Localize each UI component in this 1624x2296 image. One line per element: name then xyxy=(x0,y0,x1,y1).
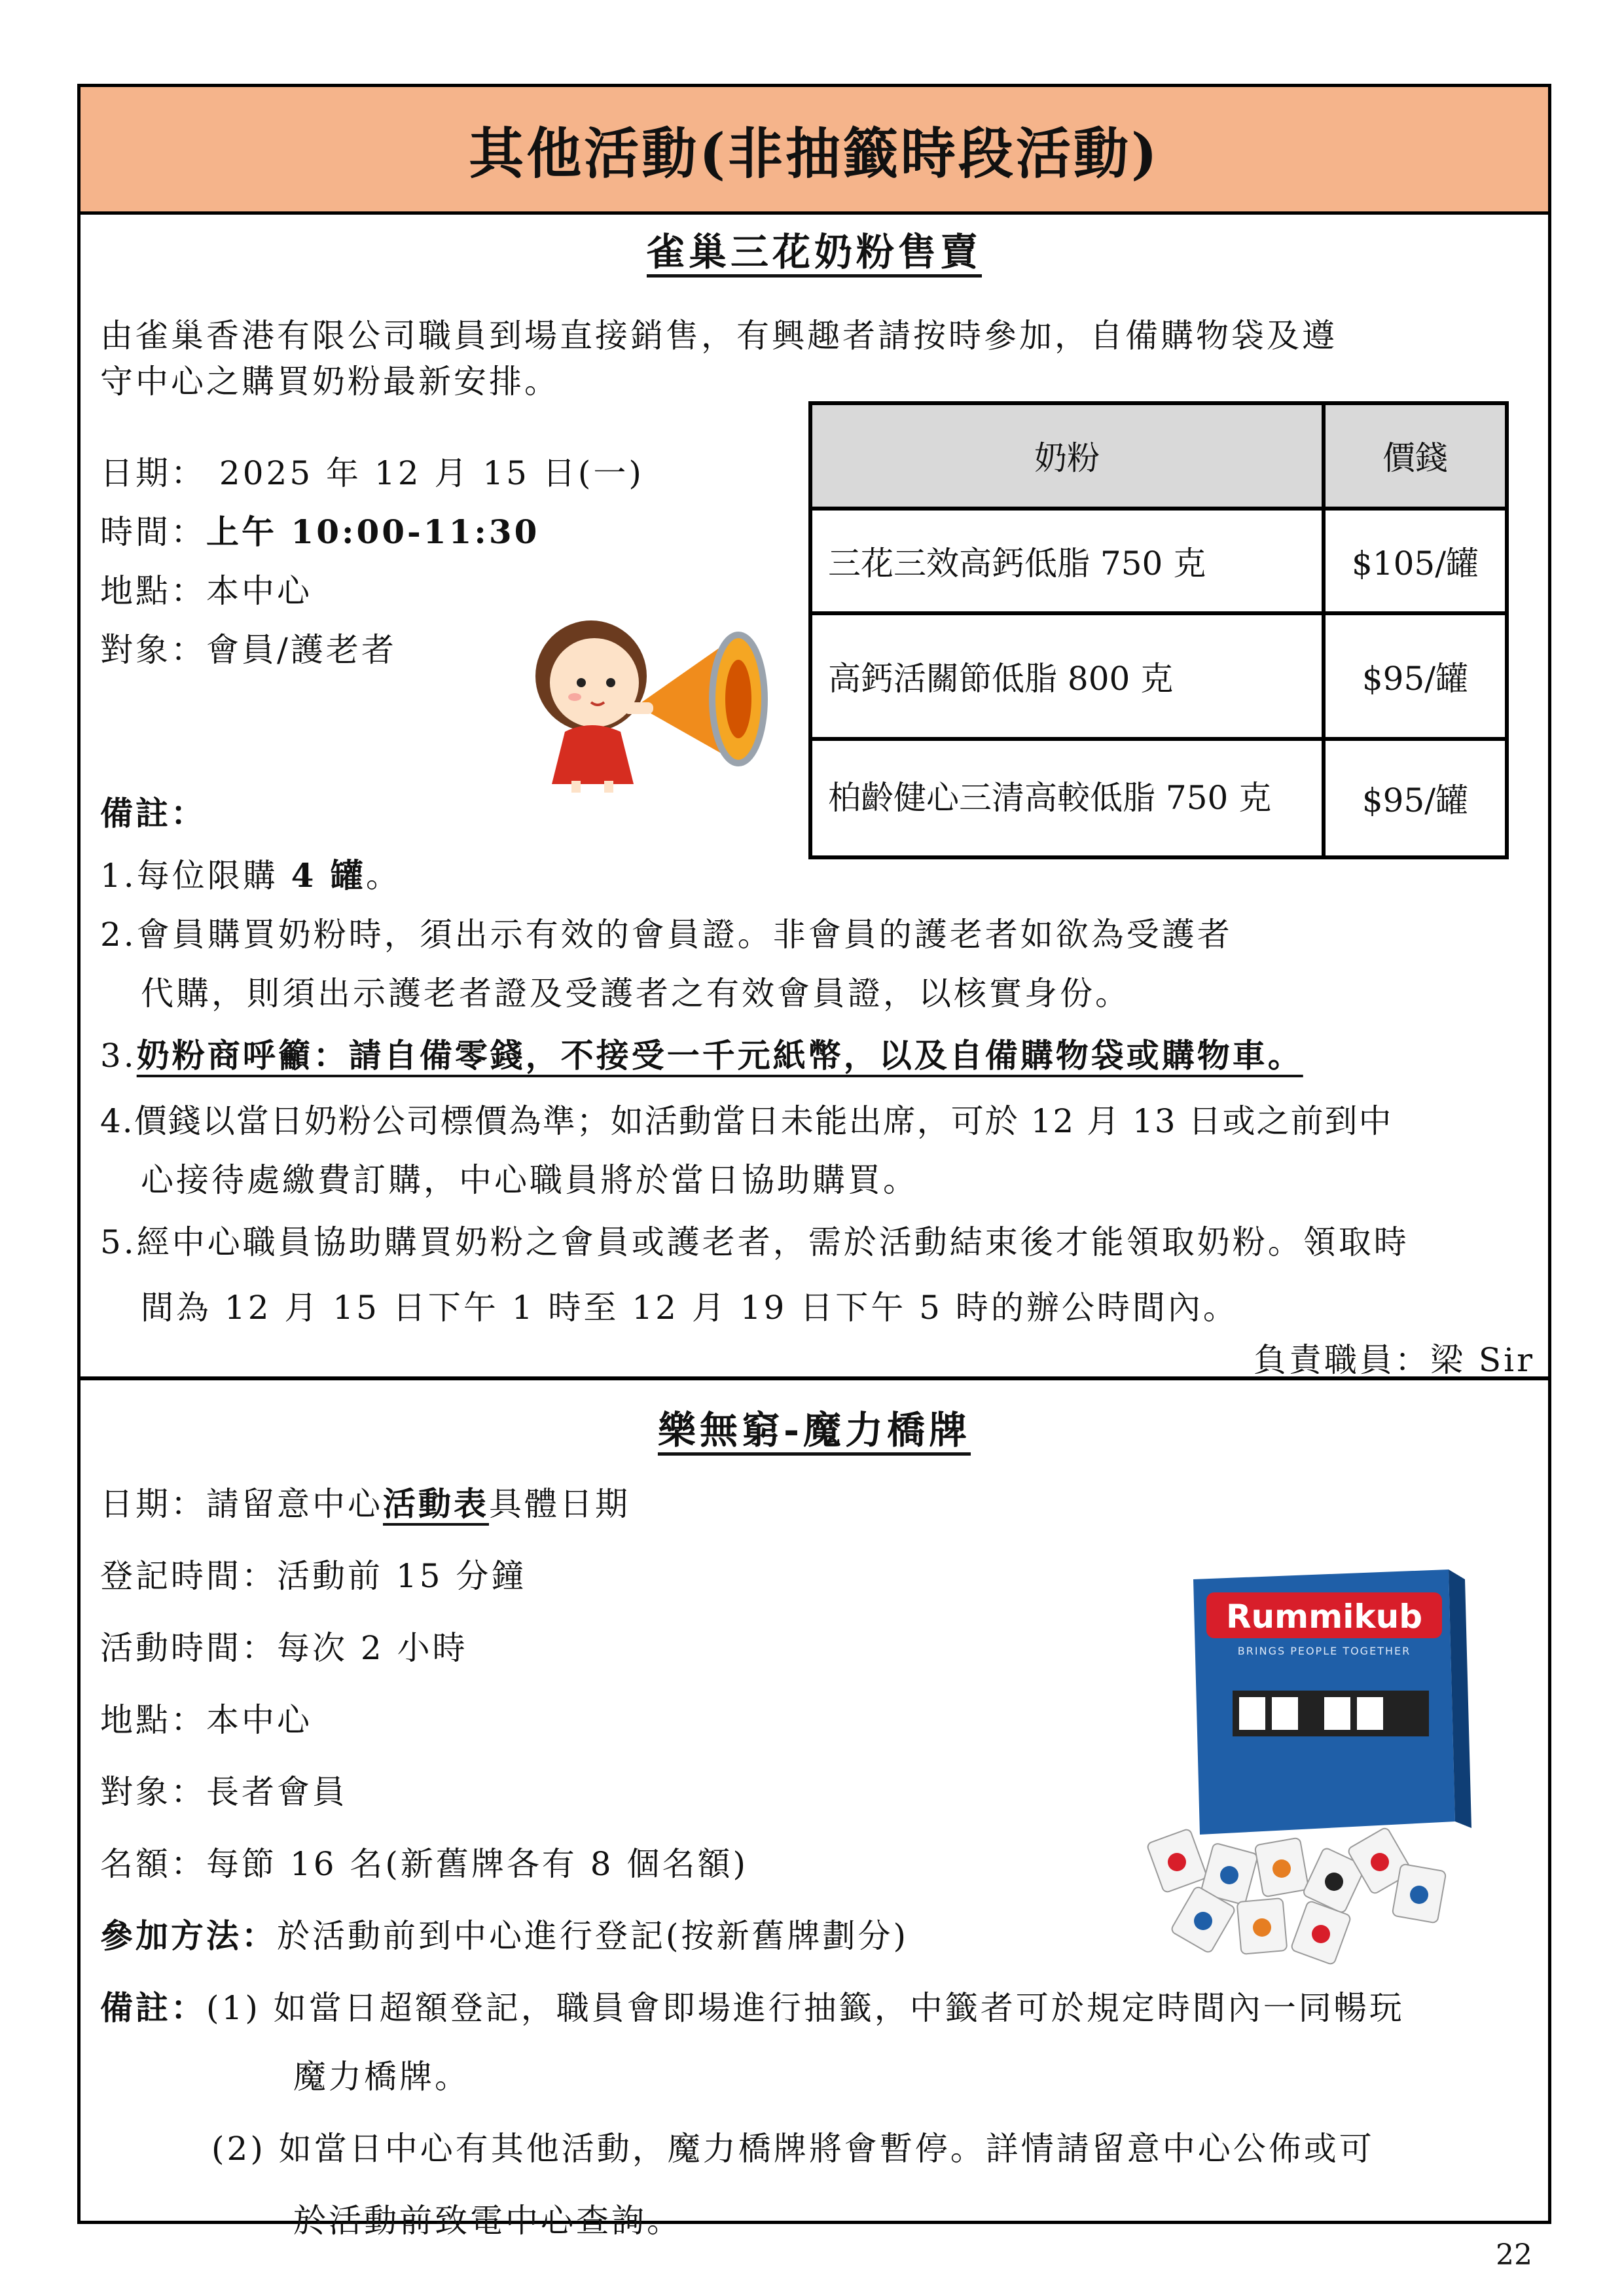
remark-5-line-2: 間為 12 月 15 日下午 1 時至 12 月 19 日下午 5 時的辦公時間內。 xyxy=(141,1289,1238,1327)
rummikub-illustration xyxy=(1108,1560,1514,1965)
milk-price-table xyxy=(808,401,1509,859)
intro-line-2: 守中心之購買奶粉最新安排。 xyxy=(100,363,560,401)
section2-title: 樂無窮-魔力橋牌 xyxy=(657,1408,971,1452)
remark-2-line-2: 代購，則須出示護老者證及受護者之有效會員證，以核實身份。 xyxy=(141,975,1130,1013)
section-divider xyxy=(81,1376,1548,1380)
product-cell: 高鈣活關節低脂 800 克 xyxy=(812,615,1322,737)
remark-1: 1.每位限購 4 罐。 xyxy=(100,856,401,895)
rummikub-activity-time: 活動時間：每次 2 小時 xyxy=(100,1629,468,1667)
price-cell: $95/罐 xyxy=(1326,741,1505,855)
rummikub-date: 日期：請留意中心活動表具體日期 xyxy=(100,1484,630,1523)
price-cell: $105/罐 xyxy=(1326,511,1505,612)
milk-remarks-label: 備註： xyxy=(100,794,206,833)
rummikub-remark-1-line-2: 魔力橋牌。 xyxy=(293,2058,470,2096)
milk-target: 對象：會員/護老者 xyxy=(100,631,397,669)
rummikub-target: 對象：長者會員 xyxy=(100,1773,348,1811)
intro-line-1: 由雀巢香港有限公司職員到場直接銷售，有興趣者請按時參加，自備購物袋及遵 xyxy=(100,317,1337,355)
staff-in-charge: 負責職員：梁 Sir xyxy=(1253,1341,1535,1379)
rummikub-join-method: 參加方法：於活動前到中心進行登記(按新舊牌劃分) xyxy=(100,1916,909,1955)
remark-3: 3.奶粉商呼籲：請自備零錢，不接受一千元紙幣，以及自備購物袋或購物車。 xyxy=(100,1036,1303,1075)
remark-4-line-2: 心接待處繳費訂購，中心職員將於當日協助購買。 xyxy=(141,1161,918,1199)
table-row xyxy=(812,511,1505,612)
remark-5-line-1: 5.經中心職員協助購買奶粉之會員或護老者，需於活動結束後才能領取奶粉。領取時 xyxy=(100,1223,1409,1261)
rummikub-place: 地點：本中心 xyxy=(100,1701,312,1739)
rummikub-register-time: 登記時間：活動前 15 分鐘 xyxy=(100,1557,527,1595)
header-price: 價錢 xyxy=(1326,405,1505,507)
rummikub-quota: 名額：每節 16 名(新舊牌各有 8 個名額) xyxy=(100,1845,749,1883)
milk-time: 時間：上午 10:00-11:30 xyxy=(100,512,540,551)
header-product: 奶粉 xyxy=(812,405,1322,507)
milk-place: 地點：本中心 xyxy=(100,572,312,610)
price-cell: $95/罐 xyxy=(1326,615,1505,737)
rummikub-remark-2-line-2: 於活動前致電中心查詢。 xyxy=(293,2202,682,2240)
table-row xyxy=(812,615,1505,737)
remark-2-line-1: 2.會員購買奶粉時，須出示有效的會員證。非會員的護老者如欲為受護者 xyxy=(100,916,1233,954)
product-cell: 三花三效高鈣低脂 750 克 xyxy=(812,511,1322,612)
milk-date: 日期： 2025 年 12 月 15 日(一) xyxy=(100,454,644,492)
remark-4-line-1: 4.價錢以當日奶粉公司標價為準；如活動當日未能出席，可於 12 月 13 日或之前到中 xyxy=(100,1102,1393,1140)
banner-title: 其他活動(非抽籤時段活動) xyxy=(469,120,1160,186)
banner xyxy=(81,87,1548,215)
product-cell: 柏齡健心三清高較低脂 750 克 xyxy=(812,741,1322,855)
rummikub-box-tagline: BRINGS PEOPLE TOGETHER xyxy=(1237,1645,1411,1657)
section1-title: 雀巢三花奶粉售賣 xyxy=(646,230,982,274)
table-row xyxy=(812,741,1505,855)
page-number: 22 xyxy=(1496,2238,1532,2272)
rummikub-box-brand: Rummikub xyxy=(1225,1598,1423,1636)
page-frame xyxy=(77,84,1551,2240)
rummikub-remark-2-line-1: (2) 如當日中心有其他活動，魔力橋牌將會暫停。詳情請留意中心公佈或可 xyxy=(211,2130,1375,2168)
rummikub-remark-1-line-1: 備註：(1) 如當日超額登記，職員會即場進行抽籤，中籤者可於規定時間內一同暢玩 xyxy=(100,1988,1405,2027)
girl-megaphone-illustration xyxy=(519,598,807,794)
